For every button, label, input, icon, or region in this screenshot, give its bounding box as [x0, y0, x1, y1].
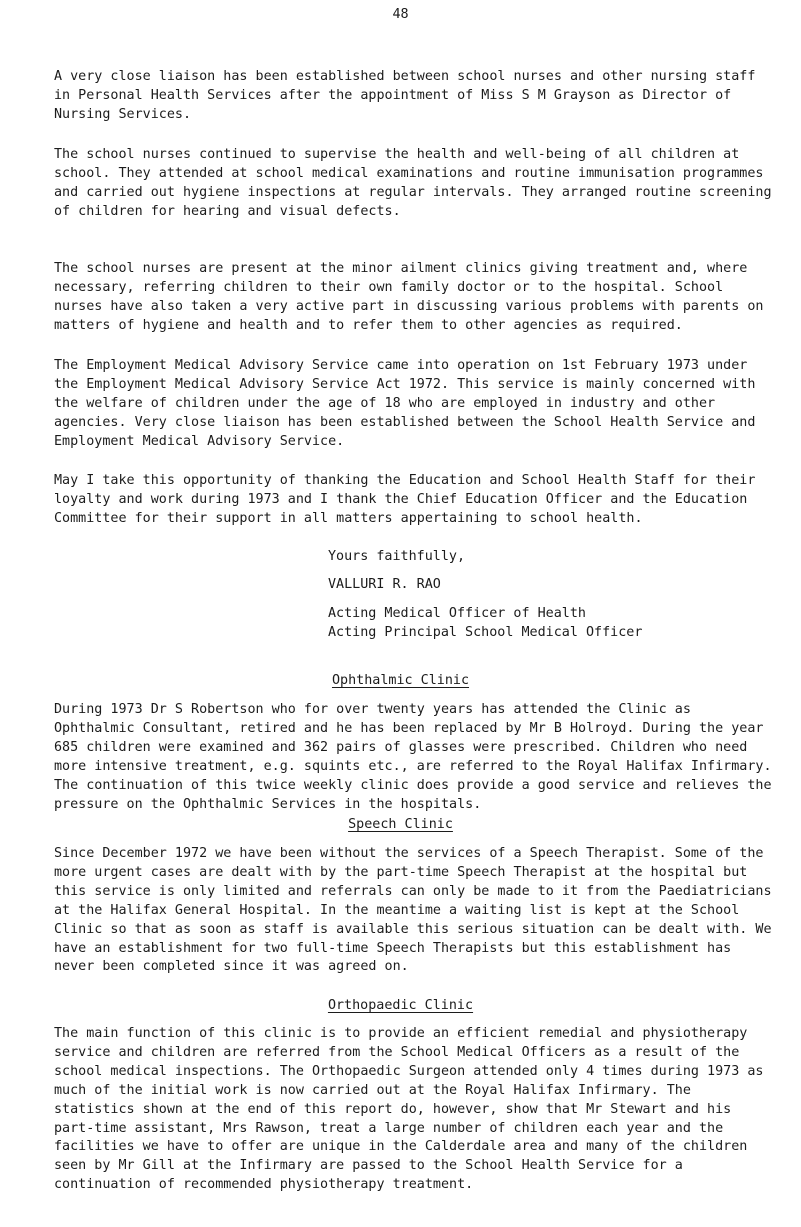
heading-orthopaedic-clinic	[0, 997, 801, 1016]
paragraph-liaison: A very close liaison has been established between school nurses and other nursing staff in Personal Health Services after the appointment of Miss S M Grayson as Director of Nursing Services.	[54, 69, 756, 122]
heading-speech-text: Speech Clinic	[348, 817, 453, 832]
page-number: 48	[392, 7, 409, 22]
heading-ophthalmic-clinic	[0, 672, 801, 691]
signature-name: VALLURI R. RAO	[328, 577, 441, 592]
section-orthopaedic-text: The main function of this clinic is to provide an efficient remedial and physiotherapy service and children are referred from the School Medical Officers as a result of the school medical inspections. The Orthopaedic Surgeon attended only 4 times during 1973 as much of the initial work is now carried out at the Royal Halifax Infirmary. The statistics shown at the end of this report do, however, show that Mr Stewart and his part-time assistant, Mrs Rawson, treat a large number of children each year and the facilities we have to offer are unique in the Calderdale area and many of the children seen by Mr Gill at the Infirmary are passed to the School Health Service for a continuation of recommended physiotherapy treatment.	[54, 1026, 764, 1193]
signature-title-2: Acting Principal School Medical Officer	[328, 625, 643, 640]
paragraph-employment-service: The Employment Medical Advisory Service came into operation on 1st February 1973 under the Employment Medical Advisory Service Act 1972. This service is mainly concerned with the welfare of children under the age of 18 who are employed in industry and other agencies. Very close liaison has been established between the School Health Service and Employment Medical Advisory Service.	[54, 358, 756, 449]
paragraph-thanks: May I take this opportunity of thanking the Education and School Health Staff for their loyalty and work during 1973 and I thank the Chief Education Officer and the Education Committee for their support in all matters appertaining to school health.	[54, 473, 756, 526]
signature-title-1: Acting Medical Officer of Health	[328, 606, 586, 621]
section-ophthalmic-text: During 1973 Dr S Robertson who for over twenty years has attended the Clinic as Ophthalmic Consultant, retired and he has been replaced by Mr B Holroyd. During the year 685 children were examined and 362 pairs of glasses were prescribed. Children who need more intensive treatment, e.g. squints etc., are referred to the Royal Halifax Infirmary. The continuation of this twice weekly clinic does provide a good service and relieves the pressure on the Ophthalmic Services in the hospitals.	[54, 702, 772, 812]
heading-orthopaedic-text: Orthopaedic Clinic	[327, 998, 474, 1013]
paragraph-school-nurses: The school nurses continued to supervise the health and well-being of all children at school. They attended at school medical examinations and routine immunisation programmes and carried out hygiene inspections at regular intervals. They arranged routine screening of children for hearing and visual defects.	[54, 147, 772, 219]
section-speech-text: Since December 1972 we have been without the services of a Speech Therapist. Some of the more urgent cases are dealt with by the part-time Speech Therapist at the hospital but this service is only limited and referrals can only be made to it from the Paediatricians at the Halifax General Hospital. In the meantime a waiting list is kept at the School Clinic so that as soon as staff is available this serious situation can be dealt with. We have an establishment for two full-time Speech Therapists but this establishment has never been completed since it was agreed on.	[54, 846, 772, 975]
signature-closing: Yours faithfully,	[328, 549, 466, 564]
heading-ophthalmic-text: Ophthalmic Clinic	[331, 673, 470, 688]
paragraph-minor-ailment: The school nurses are present at the minor ailment clinics giving treatment and, where necessary, referring children to their own family doctor or to the hospital. School nurses have also taken a very active part in discussing various problems with parents on matters of hygiene and health and to refer them to other agencies as required.	[54, 261, 764, 333]
heading-speech-clinic	[0, 816, 801, 835]
